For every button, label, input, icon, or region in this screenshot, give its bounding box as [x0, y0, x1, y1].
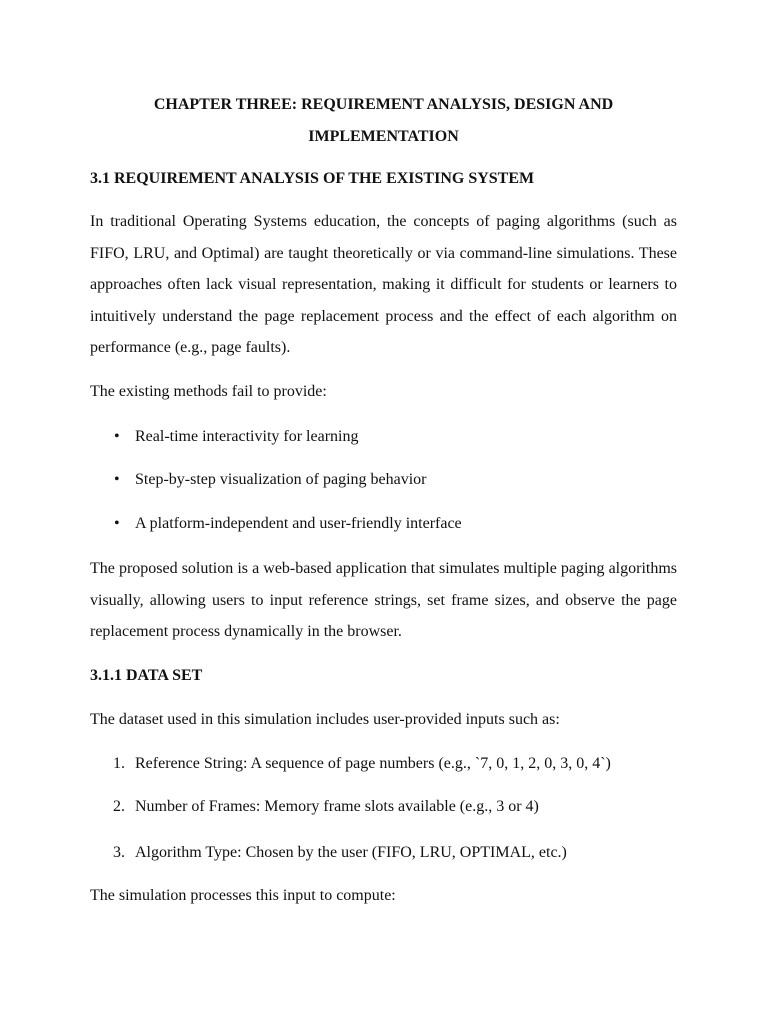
simulation-lead-in: The simulation processes this input to compute: — [90, 887, 396, 904]
list-item-text: Real-time interactivity for learning — [135, 428, 359, 445]
list-number: 1. — [113, 755, 125, 772]
intro-paragraph: In traditional Operating Systems education, the concepts of paging algorithms (such as FIFO, LRU, and Optimal) are taught theoretically or via command-line simulations. These approaches often lack visual representation, making it difficult for students or learners to intuitively understand the page replacement process and the effect of each algorithm on performance (e.g., page faults). — [90, 213, 677, 356]
chapter-title: CHAPTER THREE: REQUIREMENT ANALYSIS, DESIGN AND IMPLEMENTATION — [153, 96, 614, 145]
list-item-text: Algorithm Type: Chosen by the user (FIFO, LRU, OPTIMAL, etc.) — [135, 844, 567, 861]
bullet-icon: • — [114, 471, 120, 488]
section-3-1-1-heading: 3.1.1 DATA SET — [90, 667, 203, 684]
list-item-text: A platform-independent and user-friendly interface — [135, 515, 462, 532]
list-item-text: Number of Frames: Memory frame slots available (e.g., 3 or 4) — [135, 798, 539, 815]
bullet-icon: • — [114, 428, 120, 445]
list-number: 2. — [113, 798, 125, 815]
list-item-text: Reference String: A sequence of page numbers (e.g., `7, 0, 1, 2, 0, 3, 0, 4`) — [135, 755, 611, 772]
bullet-icon: • — [114, 515, 120, 532]
list-number: 3. — [113, 844, 125, 861]
dataset-lead-in: The dataset used in this simulation includes user-provided inputs such as: — [90, 711, 560, 728]
proposed-solution-paragraph: The proposed solution is a web-based application that simulates multiple paging algorithms visually, allowing users to input reference strings, set frame sizes, and observe the page replacement process dynamically in the browser. — [90, 560, 677, 640]
existing-methods-lead-in: The existing methods fail to provide: — [90, 383, 327, 400]
list-item-text: Step-by-step visualization of paging behavior — [135, 471, 427, 488]
section-3-1-heading: 3.1 REQUIREMENT ANALYSIS OF THE EXISTING SYSTEM — [90, 170, 535, 187]
